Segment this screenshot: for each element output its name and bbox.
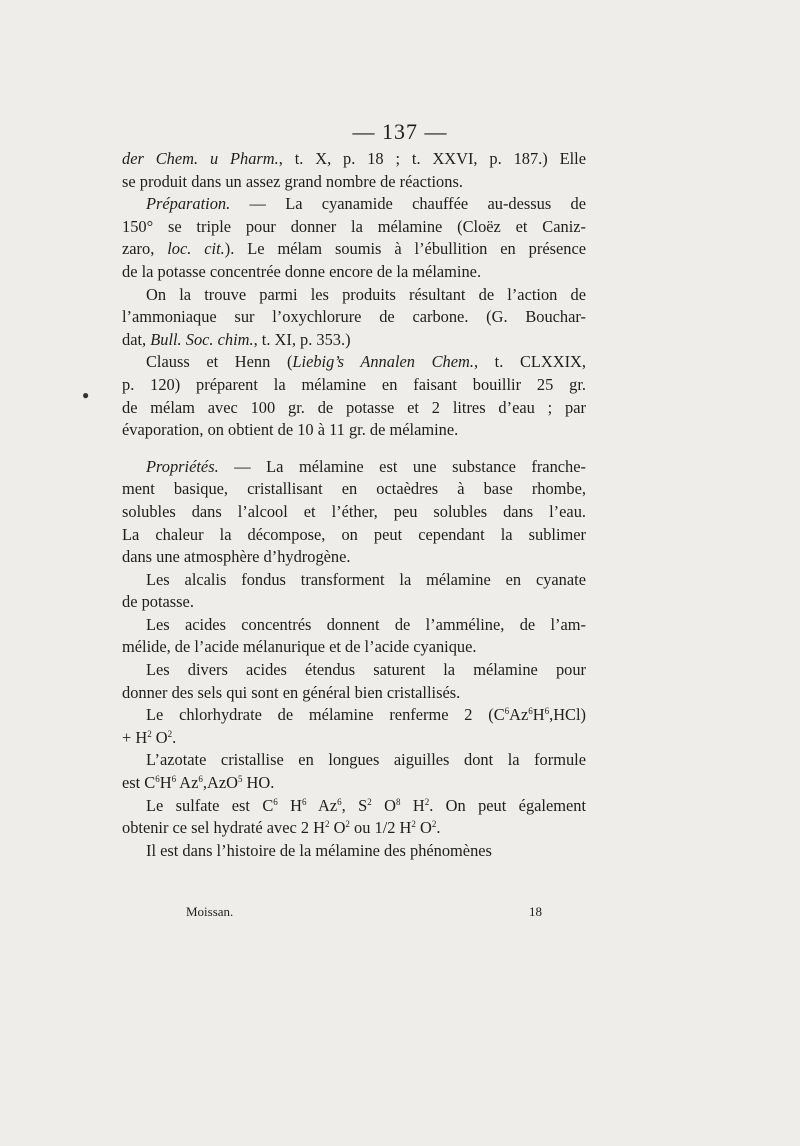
text-line: Clauss et Henn (Liebig’s Annalen Chem., t. CLXXIX, <box>146 352 586 372</box>
text-line: de mélam avec 100 gr. de potasse et 2 litres d’eau ; par <box>122 397 586 417</box>
text-line: Propriétés. — La mélamine est une substance franche- <box>146 456 586 476</box>
text-line: dat, Bull. Soc. chim., t. XI, p. 353.) <box>122 329 351 349</box>
text-line: Le chlorhydrate de mélamine renferme 2 $(C^6Az^6H^6,HCl)$ <box>146 705 586 725</box>
page-footer <box>186 904 542 920</box>
paragraph-p6 <box>122 569 586 614</box>
text-line: Le sulfate est $C^6$ $H^6$ Az$^6$, $S^2$ $O^8$ $H^2$. On peut également <box>146 795 587 815</box>
text-line: solubles dans l’alcool et l’éther, peu solubles dans l’eau. <box>122 501 586 521</box>
paragraph-p8 <box>122 659 586 704</box>
paragraph-p10 <box>122 749 586 794</box>
text-line: obtenir ce sel hydraté avec 2 $H^2$ $O^2$ ou 1/2 $H^2$ $O^2$. <box>122 818 441 838</box>
text-line: mélide, de l’acide mélanurique et de l’acide cyanique. <box>122 637 477 657</box>
paragraph-p1 <box>122 148 586 193</box>
text-line: évaporation, on obtient de 10 à 11 gr. de mélamine. <box>122 420 459 440</box>
text-line: L’azotate cristallise en longues aiguilles dont la formule <box>146 750 586 770</box>
text-line: zaro, loc. cit.). Le mélam soumis à l’ébullition en présence <box>122 239 587 259</box>
paragraph-p9 <box>122 704 586 749</box>
body-text <box>122 148 586 862</box>
text-line: de potasse. <box>122 592 194 612</box>
paragraph-p5 <box>122 456 586 569</box>
text-line: + $H^2$ $O^2$. <box>122 727 177 747</box>
text-line: dans une atmosphère d’hydrogène. <box>122 547 351 567</box>
text-line: Préparation. — La cyanamide chauffée au-dessus de <box>146 194 586 214</box>
text-line: On la trouve parmi les produits résultant de l’action de <box>146 284 586 304</box>
text-line: est $C^6H^6$ Az$^6$,AzO$^5$ HO. <box>122 773 275 793</box>
text-line: p. 120) préparent la mélamine en faisant bouillir 25 gr. <box>122 374 586 394</box>
text-line: l’ammoniaque sur l’oxychlorure de carbone. (G. Bouchar- <box>122 307 586 327</box>
paragraph-p7 <box>122 614 586 659</box>
paragraph-p11 <box>122 795 586 840</box>
text-line: Les acides concentrés donnent de l’amméline, de l’am- <box>146 614 586 634</box>
text-line: donner des sels qui sont en général bien cristallisés. <box>122 682 461 702</box>
paragraph-p2 <box>122 193 586 283</box>
text-line: 150° se triple pour donner la mélamine (Cloëz et Caniz- <box>122 216 586 236</box>
paragraph-p4 <box>122 351 586 441</box>
text-line: der Chem. u Pharm., t. X, p. 18 ; t. XXVI, p. 187.) Elle <box>122 149 586 168</box>
page-number: — 137 — <box>352 119 448 144</box>
footer-signature: 18 <box>529 904 542 919</box>
margin-dot: ● <box>82 388 90 402</box>
paragraph-p3 <box>122 284 586 352</box>
text-line: se produit dans un assez grand nombre de réactions. <box>122 171 463 191</box>
text-line: Les divers acides étendus saturent la mélamine pour <box>146 660 586 680</box>
text-line: ment basique, cristallisant en octaèdres à base rhombe, <box>122 479 586 499</box>
footer-author: Moissan. <box>186 904 234 919</box>
paragraph-p12 <box>122 840 586 863</box>
text-line: Les alcalis fondus transforment la mélamine en cyanate <box>146 569 586 589</box>
text-line: Il est dans l’histoire de la mélamine des phénomènes <box>146 840 492 860</box>
text-line: La chaleur la décompose, on peut cependant la sublimer <box>122 524 586 544</box>
text-line: de la potasse concentrée donne encore de la mélamine. <box>122 261 482 281</box>
